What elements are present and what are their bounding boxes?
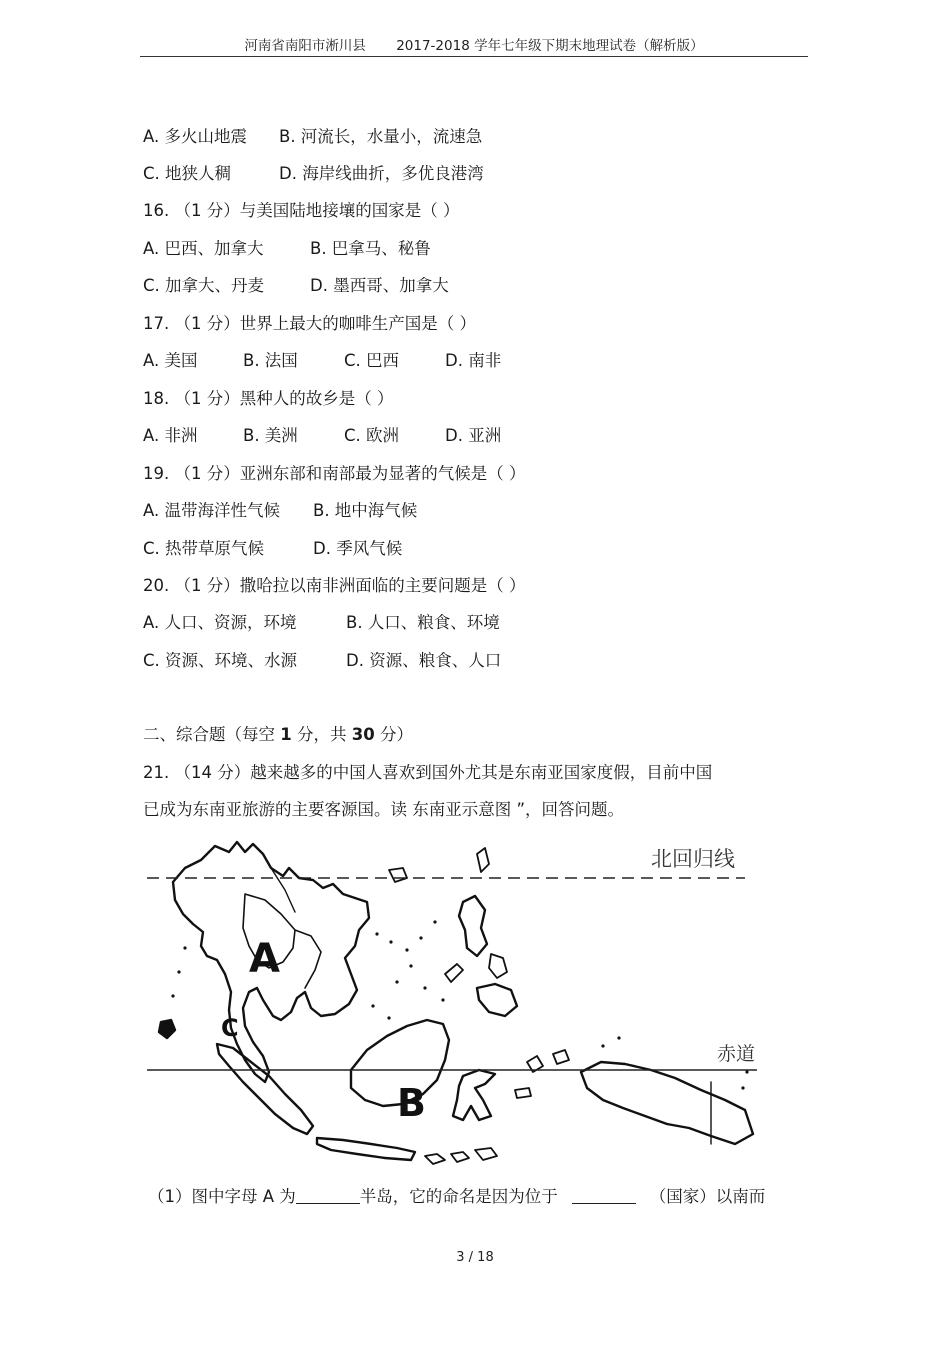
q20-option-b: B. 人口、粮食、环境 <box>346 613 500 632</box>
q17-stem: 17. （1 分）世界上最大的咖啡生产国是（ ） <box>143 314 476 333</box>
q21-stem-line2: 已成为东南亚旅游的主要客源国。读 东南亚示意图 ”，回答问题。 <box>143 800 625 819</box>
q17-option-b: B. 法国 <box>243 351 298 370</box>
section-2-pre: 二、综合题（每空 <box>143 725 281 744</box>
q15-option-c: C. 地狭人稠 <box>143 164 232 183</box>
q17-options <box>143 350 501 372</box>
q17-option-a: A. 美国 <box>143 351 198 370</box>
section-2-total: 30 <box>351 725 375 744</box>
q21-sub1-blank-1[interactable] <box>296 1187 360 1204</box>
q21-sub1-text-c: （国家）以南而 <box>649 1187 766 1206</box>
q15-options-row1 <box>143 126 482 148</box>
section-2-points: 1 <box>280 725 292 744</box>
q15-option-b: B. 河流长，水量小，流速急 <box>279 127 483 146</box>
q17-option-c: C. 巴西 <box>344 351 400 370</box>
q21-sub1 <box>148 1186 765 1208</box>
q19-option-c: C. 热带草原气候 <box>143 539 265 558</box>
map-label-a: A <box>249 936 280 982</box>
q17-option-d: D. 南非 <box>445 351 502 370</box>
q20-stem: 20. （1 分）撒哈拉以南非洲面临的主要问题是（ ） <box>143 576 526 595</box>
q20-options-row1 <box>143 612 500 634</box>
q21-sub1-blank-2[interactable] <box>572 1187 636 1204</box>
q15-option-a: A. 多火山地震 <box>143 127 247 146</box>
q16-option-a: A. 巴西、加拿大 <box>143 239 264 258</box>
q19-option-d: D. 季风气候 <box>313 539 403 558</box>
q16-option-d: D. 墨西哥、加拿大 <box>310 276 449 295</box>
q16-options-row2 <box>143 275 449 297</box>
q18-option-b: B. 美洲 <box>243 426 298 445</box>
equator-label: 赤道 <box>717 1043 756 1065</box>
q20-option-d: D. 资源、粮食、人口 <box>346 651 502 670</box>
southeast-asia-map-svg <box>145 838 757 1170</box>
q16-option-c: C. 加拿大、丹麦 <box>143 276 265 295</box>
q19-option-b: B. 地中海气候 <box>313 501 418 520</box>
q18-options <box>143 425 501 447</box>
map-label-b: B <box>397 1081 426 1125</box>
q21-sub1-text-a: （1）图中字母 A 为 <box>148 1187 296 1206</box>
q21-sub1-text-b: 半岛，它的命名是因为位于 <box>359 1187 558 1206</box>
q20-options-row2 <box>143 650 501 672</box>
q19-options-row1 <box>143 500 417 522</box>
map-label-c: C <box>221 1014 239 1042</box>
q20-option-a: A. 人口、资源，环境 <box>143 613 297 632</box>
q18-option-c: C. 欧洲 <box>344 426 400 445</box>
q16-stem: 16. （1 分）与美国陆地接壤的国家是（ ） <box>143 201 460 220</box>
q18-option-d: D. 亚洲 <box>445 426 502 445</box>
q16-option-b: B. 巴拿马、秘鲁 <box>310 239 431 258</box>
page-number: 3 / 18 <box>456 1250 494 1265</box>
q16-options-row1 <box>143 238 431 260</box>
header-left: 河南省南阳市淅川县 <box>244 38 366 54</box>
tropic-of-cancer-label: 北回归线 <box>651 847 735 871</box>
q18-option-a: A. 非洲 <box>143 426 198 445</box>
q19-options-row2 <box>143 538 402 560</box>
southeast-asia-map <box>145 838 757 1170</box>
q15-option-d: D. 海岸线曲折，多优良港湾 <box>279 164 484 183</box>
page-header <box>140 34 808 57</box>
q20-option-c: C. 资源、环境、水源 <box>143 651 298 670</box>
q19-stem: 19. （1 分）亚洲东部和南部最为显著的气候是（ ） <box>143 464 526 483</box>
section-2-post: 分） <box>374 725 413 744</box>
q18-stem: 18. （1 分）黑种人的故乡是（ ） <box>143 389 394 408</box>
q15-options-row2 <box>143 163 484 185</box>
section-2-mid: 分，共 <box>291 725 352 744</box>
section-2-title <box>143 724 413 746</box>
q19-option-a: A. 温带海洋性气候 <box>143 501 280 520</box>
header-right: 2017-2018 学年七年级下期末地理试卷（解析版） <box>396 38 704 54</box>
q21-stem-line1: 21. （14 分）越来越多的中国人喜欢到国外尤其是东南亚国家度假，目前中国 <box>143 763 713 782</box>
